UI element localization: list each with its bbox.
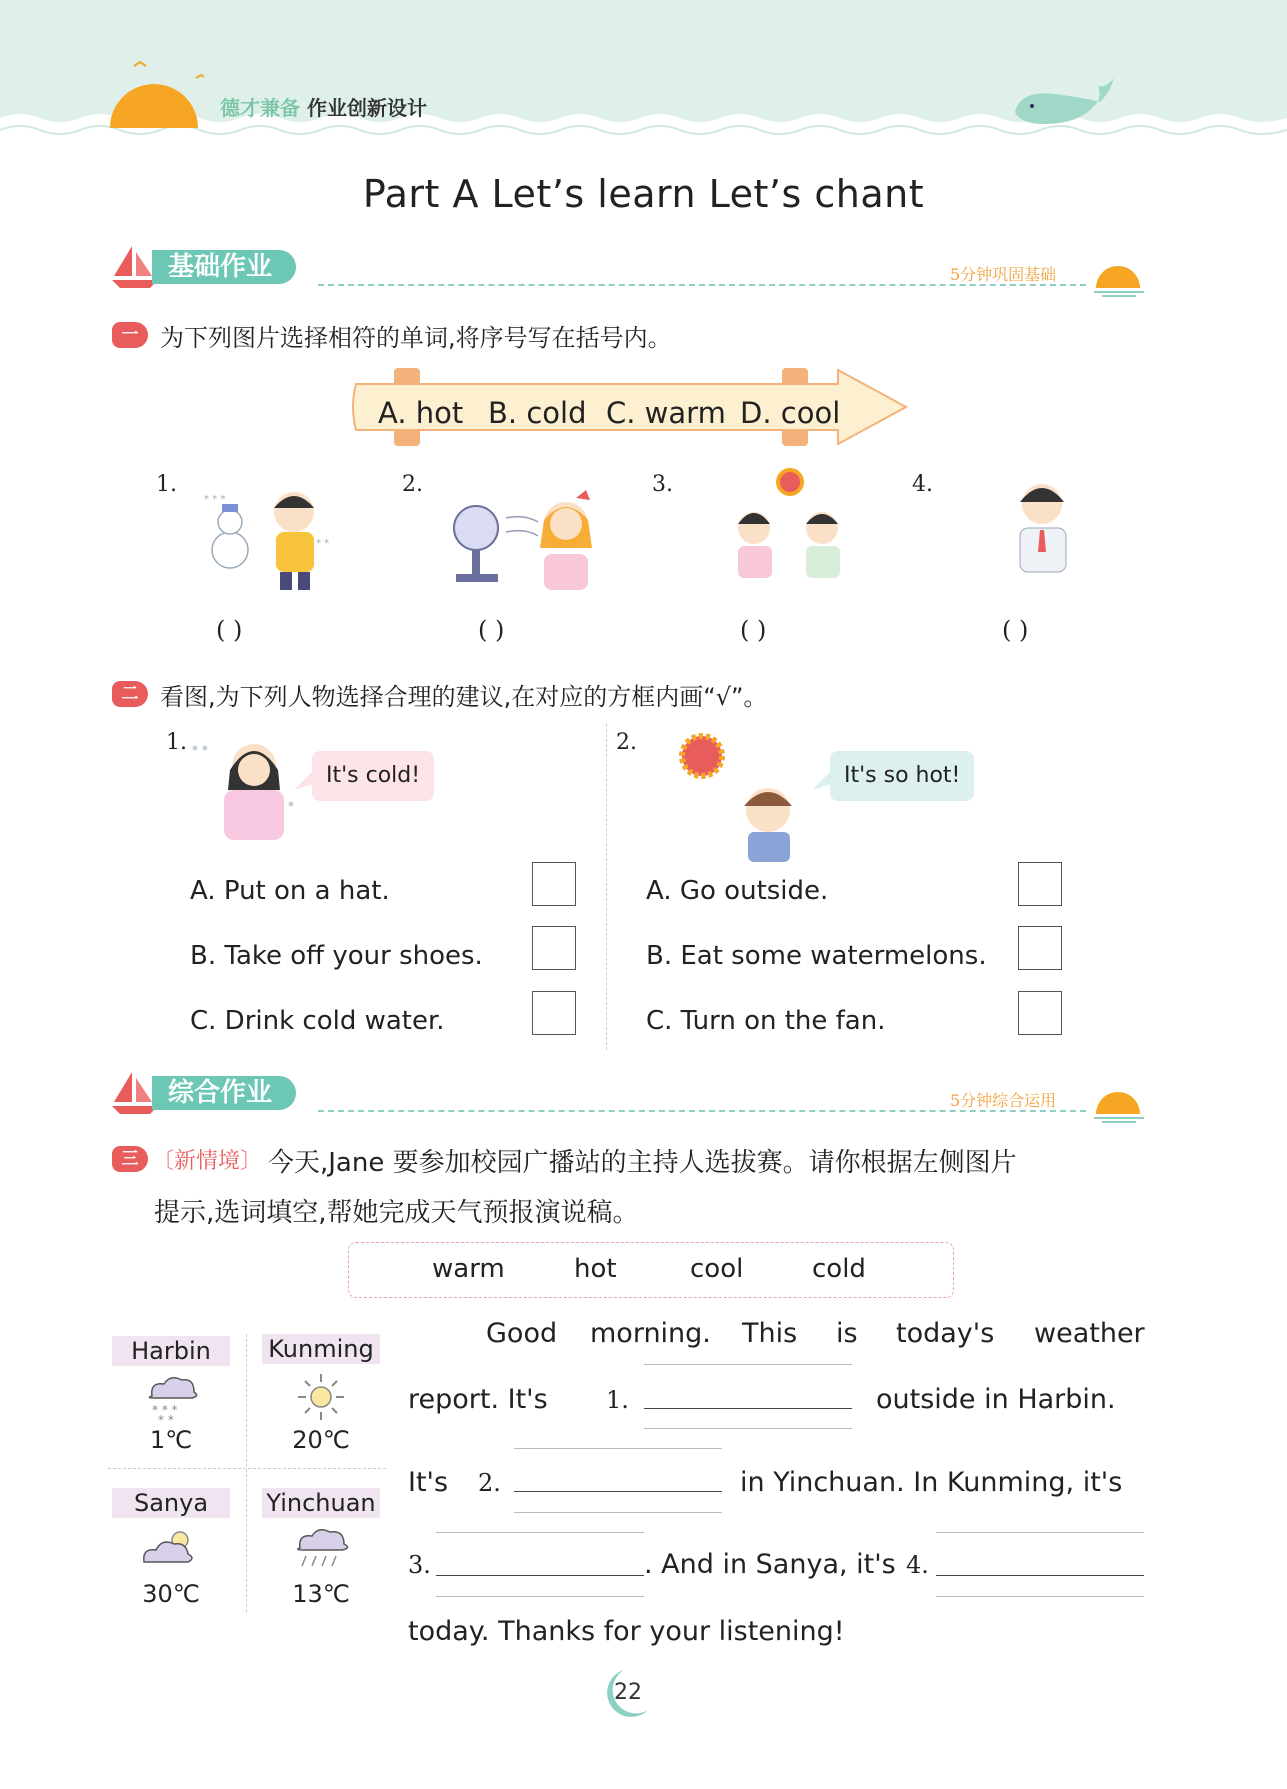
question-2-number: 二 <box>112 681 148 707</box>
checkbox-left-c[interactable] <box>532 991 576 1035</box>
para-line5: today. Thanks for your listening! <box>408 1616 845 1647</box>
blank-2-number: 2. <box>478 1469 501 1497</box>
checkbox-right-b[interactable] <box>1018 926 1062 970</box>
q2-divider <box>606 724 607 1050</box>
city-kunming: Kunming <box>262 1334 380 1364</box>
blank-2-line[interactable] <box>514 1491 722 1492</box>
word-option-a: A. hot <box>378 396 464 430</box>
boy-image <box>1004 476 1082 586</box>
blank-3-guide-bottom <box>436 1596 644 1597</box>
city-grid-hline <box>108 1468 386 1469</box>
sun-icon <box>296 1372 346 1422</box>
para-line3-end: in Yinchuan. In Kunming, it's <box>740 1467 1123 1498</box>
q2-right-option-c: C. Turn on the fan. <box>646 1006 886 1036</box>
word-bank-warm: warm <box>432 1254 505 1284</box>
hot-speech-bubble: It's so hot! <box>830 751 974 801</box>
para-line4-middle: . And in Sanya, it's <box>644 1549 896 1580</box>
para-word-2: morning. <box>590 1318 711 1349</box>
page-title: Part A Let’s learn Let’s chant <box>362 172 925 216</box>
hot-children-sun-image <box>718 462 868 592</box>
whale-icon <box>1010 72 1120 132</box>
item-1-number: 1. <box>156 472 177 497</box>
answer-paren-1[interactable]: ( ) <box>216 616 243 644</box>
snow-cloud-icon <box>144 1374 200 1422</box>
blank-3-line[interactable] <box>436 1575 644 1576</box>
word-option-c: C. warm <box>606 396 726 430</box>
temp-yinchuan: 13℃ <box>292 1580 350 1608</box>
question-3-text-line1: 今天,Jane 要参加校园广播站的主持人选拔赛。请你根据左侧图片 <box>268 1148 1017 1178</box>
city-harbin: Harbin <box>112 1336 230 1366</box>
answer-paren-4[interactable]: ( ) <box>1002 616 1029 644</box>
temp-sanya: 30℃ <box>142 1580 200 1608</box>
para-word-1: Good <box>486 1318 558 1349</box>
page-header <box>0 0 1287 150</box>
city-grid-vline <box>246 1334 247 1612</box>
sun-cloud-icon <box>140 1526 204 1570</box>
small-sun-icon-2 <box>1092 1080 1146 1124</box>
question-3-number: 三 <box>112 1146 148 1172</box>
city-sanya: Sanya <box>112 1488 230 1518</box>
blank-4-guide-bottom <box>936 1596 1144 1597</box>
blank-4-number: 4. <box>906 1551 929 1579</box>
blank-3-number: 3. <box>408 1551 431 1579</box>
q2-item-2-number: 2. <box>616 730 637 755</box>
q2-right-option-a: A. Go outside. <box>646 876 829 906</box>
svg-text:* *: * * <box>158 1413 174 1422</box>
question-3-tag: 〔新情境〕 <box>152 1149 263 1174</box>
q2-left-option-a: A. Put on a hat. <box>190 876 390 906</box>
page-number: 22 <box>614 1680 642 1705</box>
svg-text:* *: * * <box>192 743 208 757</box>
hot-boy-sun-image <box>666 722 816 862</box>
para-line2-start: report. It's <box>408 1384 548 1415</box>
section-comp-note: 5分钟综合运用 <box>950 1091 1057 1110</box>
word-option-b: B. cold <box>488 396 587 430</box>
item-4-number: 4. <box>912 472 933 497</box>
svg-text:*: * <box>288 799 294 813</box>
svg-text:* * *: * * * <box>204 494 226 505</box>
sun-logo-icon <box>104 58 204 128</box>
svg-text:* * *: * * * <box>152 1403 178 1417</box>
para-line3-start: It's <box>408 1467 449 1498</box>
brand-dark: 作业创新设计 <box>306 96 427 120</box>
blank-2-guide-top <box>514 1448 722 1449</box>
brand-title <box>220 92 427 121</box>
section-comp-tab: 综合作业 <box>152 1076 296 1110</box>
girl-with-fan-image <box>446 488 626 592</box>
q2-item-1-number: 1. <box>166 730 187 755</box>
item-2-number: 2. <box>402 472 423 497</box>
blank-1-guide-bottom <box>644 1428 852 1429</box>
question-1-text: 为下列图片选择相符的单词,将序号写在括号内。 <box>160 324 672 352</box>
blank-1-guide-top <box>644 1364 852 1365</box>
rain-cloud-icon <box>294 1526 354 1570</box>
temp-harbin: 1℃ <box>149 1426 193 1454</box>
hot-bubble-tail <box>812 770 832 794</box>
item-3-number: 3. <box>652 472 673 497</box>
section-basic-tab: 基础作业 <box>152 250 296 284</box>
blank-2-guide-bottom <box>514 1512 722 1513</box>
blank-3-guide-top <box>436 1532 644 1533</box>
blank-1-number: 1. <box>606 1386 629 1414</box>
answer-paren-3[interactable]: ( ) <box>740 616 767 644</box>
q2-right-option-b: B. Eat some watermelons. <box>646 941 987 971</box>
checkbox-left-b[interactable] <box>532 926 576 970</box>
word-bank-hot: hot <box>574 1254 617 1284</box>
answer-paren-2[interactable]: ( ) <box>478 616 505 644</box>
word-option-d: D. cool <box>740 396 841 430</box>
q2-left-option-c: C. Drink cold water. <box>190 1006 445 1036</box>
blank-4-line[interactable] <box>936 1575 1144 1576</box>
blank-1-line[interactable] <box>644 1408 852 1409</box>
question-3-text-line2: 提示,选词填空,帮她完成天气预报演说稿。 <box>154 1198 639 1228</box>
para-word-3: This <box>742 1318 798 1349</box>
para-word-6: weather <box>1034 1318 1145 1349</box>
checkbox-right-c[interactable] <box>1018 991 1062 1035</box>
svg-text:* *: * * <box>316 538 330 549</box>
section-basic-note: 5分钟巩固基础 <box>950 265 1057 284</box>
small-sun-icon <box>1092 254 1146 298</box>
para-line2-end: outside in Harbin. <box>876 1384 1116 1415</box>
blank-4-guide-top <box>936 1532 1144 1533</box>
word-bank-cool: cool <box>690 1254 744 1284</box>
para-word-5: today's <box>896 1318 995 1349</box>
cold-bubble-tail <box>294 770 314 794</box>
question-1-number: 一 <box>112 322 148 348</box>
checkbox-left-a[interactable] <box>532 862 576 906</box>
temp-kunming: 20℃ <box>292 1426 350 1454</box>
cold-boy-snowman-image <box>196 482 344 592</box>
para-word-4: is <box>836 1318 858 1349</box>
city-yinchuan: Yinchuan <box>262 1488 380 1518</box>
question-2-text: 看图,为下列人物选择合理的建议,在对应的方框内画“√”。 <box>160 683 768 711</box>
cold-speech-bubble: It's cold! <box>312 751 434 801</box>
word-bank-cold: cold <box>812 1254 866 1284</box>
checkbox-right-a[interactable] <box>1018 862 1062 906</box>
brand-green: 德才兼备 <box>220 96 300 120</box>
q2-left-option-b: B. Take off your shoes. <box>190 941 483 971</box>
